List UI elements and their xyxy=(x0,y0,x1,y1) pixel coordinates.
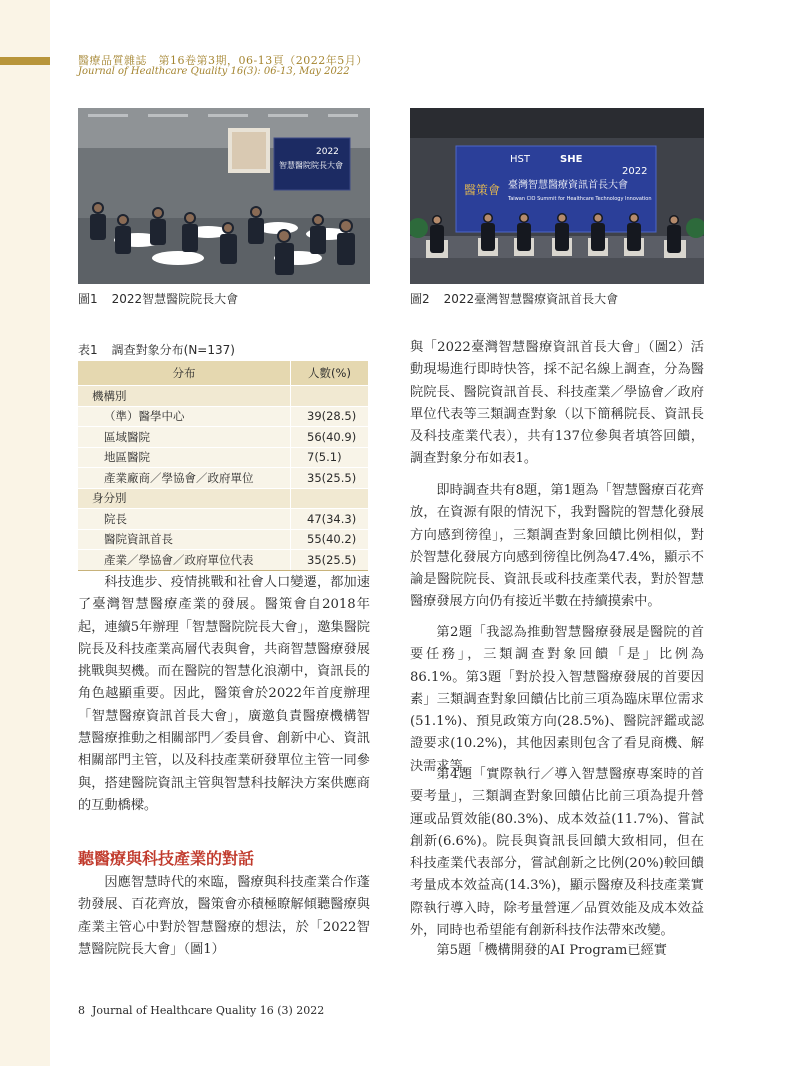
right-paragraph-2: 即時調查共有8題，第1題為「智慧醫療百花齊放，在資源有限的情況下，我對醫院的智慧化發展方向感到徬徨」，三類調查對象回饋比例相似，對於智慧化發展方向感到徬徨比例為47.4%，顯示不論是醫院院長、資訊長或科技產業代表，對於智慧醫療發展方向仍有接近半數在持續摸索中。 xyxy=(410,483,704,610)
table-cell-label: 地區醫院 xyxy=(78,447,291,468)
left-paragraph-1: 科技進步、疫情挑戰和社會人口變遷，都加速了臺灣智慧醫療產業的發展。醫策會自2018年起，連續5年辦理「智慧醫院院長大會」，邀集醫院院長及科技產業高層代表與會，共商智慧醫療發展挑戰與契機。而在醫院的智慧化浪潮中，資訊長的角色越顯重要。因此，醫策會於2022年首度辦理「智慧醫療資訊首長大會」，廣邀負責醫療機構智慧醫療推動之相關部門／委員會、創新中心、資訊相關部門主管，以及科技產業研發單位主管一同參與，搭建醫院資訊主管與智慧科技解決方案供應商的互動橋樑。 xyxy=(78,575,370,813)
backdrop-subtitle: Taiwan CIO Summit for Healthcare Technology Innovation xyxy=(508,196,652,202)
table-row xyxy=(78,447,368,468)
table-row xyxy=(78,550,368,571)
table-cell-label: 區域醫院 xyxy=(78,427,291,448)
screen-year: 2022 xyxy=(316,147,339,157)
page-number: 8 xyxy=(78,1004,85,1017)
table-cell-label: 醫院資訊首長 xyxy=(78,529,291,550)
right-paragraph-1: 與「2022臺灣智慧醫療資訊首長大會」（圖2）活動現場進行即時快答，採不記名線上調查，分為醫院院長、醫院資訊首長、科技產業／學協會／政府單位代表等三類調查對象（以下簡稱院長、資訊長及科技產業代表），共有137位參與者填答回饋，調查對象分布如表1。 xyxy=(410,340,704,467)
figure-2-photo xyxy=(410,108,704,284)
left-paragraph-2: 因應智慧時代的來臨，醫療與科技產業合作蓬勃發展、百花齊放，醫策會亦積極瞭解傾聽醫療與產業主管心中對於智慧醫療的想法，於「2022智慧醫院院長大會」（圖1） xyxy=(78,875,370,957)
svg-text:HST: HST xyxy=(510,154,530,165)
right-paragraph-5: 第5題「機構開發的AI Program已經實 xyxy=(436,943,667,958)
table-cell-label: （準）醫學中心 xyxy=(78,406,291,427)
figure-1-caption-text: 2022智慧醫院院長大會 xyxy=(111,292,239,306)
figure-1-photo xyxy=(78,108,370,284)
table-1-title: 調查對象分布(N=137) xyxy=(111,343,235,357)
figure-1-number: 圖1 xyxy=(78,292,98,306)
journal-header-zh: 醫療品質雜誌 第16卷第3期，06-13頁（2022年5月） xyxy=(78,54,368,67)
table-cell-label: 產業廠商／學協會／政府單位 xyxy=(78,468,291,489)
backdrop-year: 2022 xyxy=(622,166,648,177)
figure-2-number: 圖2 xyxy=(410,292,430,306)
header-accent-bar xyxy=(0,57,50,65)
table-row xyxy=(78,427,368,448)
table-row xyxy=(78,488,368,509)
table-cell-value: 35(25.5) xyxy=(291,468,369,489)
backdrop-title: 臺灣智慧醫療資訊首長大會 xyxy=(508,180,628,191)
svg-text:SHE: SHE xyxy=(560,154,583,165)
table-row xyxy=(78,509,368,530)
figure-1-caption xyxy=(78,290,238,307)
section-heading: 聽醫療與科技產業的對話 xyxy=(78,849,255,868)
figure-2-caption-text: 2022臺灣智慧醫療資訊首長大會 xyxy=(443,292,619,306)
table-cell-value: 35(25.5) xyxy=(291,550,369,571)
table-cell-label: 產業／學協會／政府單位代表 xyxy=(78,550,291,571)
table-cell-value: 56(40.9) xyxy=(291,427,369,448)
table-row xyxy=(78,529,368,550)
table-cell-value: 7(5.1) xyxy=(291,447,369,468)
table-row xyxy=(78,406,368,427)
table-cell-value xyxy=(291,488,369,509)
backdrop-logo: 醫策會 xyxy=(464,183,501,197)
table-cell-label: 院長 xyxy=(78,509,291,530)
table-1 xyxy=(78,361,368,571)
footer-journal: Journal of Healthcare Quality 16 (3) 2022 xyxy=(92,1004,325,1017)
table-cell-value: 47(34.3) xyxy=(291,509,369,530)
table-1-number: 表1 xyxy=(78,343,98,357)
table-header-category: 分布 xyxy=(78,361,291,386)
table-cell-value: 39(28.5) xyxy=(291,406,369,427)
right-paragraph-3: 第2題「我認為推動智慧醫療發展是醫院的首要任務」，三類調查對象回饋「是」比例為86.1%。第3題「對於投入智慧醫療發展的首要因素」三類調查對象回饋佔比前三項為臨床單位需求(51.1%)、預見政策方向(28.5%)、醫院評鑑或認證要求(10.2%)，其他因素則包含了看見商機、解決需求等。 xyxy=(410,625,704,774)
table-row xyxy=(78,468,368,489)
side-band xyxy=(0,0,50,1066)
table-row xyxy=(78,386,368,407)
table-header-count: 人數(%) xyxy=(291,361,369,386)
figure-2-caption xyxy=(410,290,618,307)
table-1-caption xyxy=(78,341,235,358)
page-footer xyxy=(78,1004,324,1017)
table-cell-label: 身分別 xyxy=(78,488,291,509)
table-cell-value: 55(40.2) xyxy=(291,529,369,550)
table-cell-value xyxy=(291,386,369,407)
screen-title: 智慧醫院院長大會 xyxy=(279,161,343,170)
table-cell-label: 機構別 xyxy=(78,386,291,407)
journal-header-en: Journal of Healthcare Quality 16(3): 06-13, May 2022 xyxy=(78,66,350,77)
right-paragraph-4: 第4題「實際執行／導入智慧醫療專案時的首要考量」，三類調查對象回饋佔比前三項為提升營運或品質效能(80.3%)、成本效益(11.7%)、嘗試創新(6.6%)。院長與資訊長回饋大致相同，但在科技產業代表部分，嘗試創新之比例(20%)較回饋考量成本效益高(14.3%)，顯示醫療及科技產業實際執行導入時，除考量營運／品質效能及成本效益外，同時也希望能有創新科技作法帶來改變。 xyxy=(410,767,704,939)
